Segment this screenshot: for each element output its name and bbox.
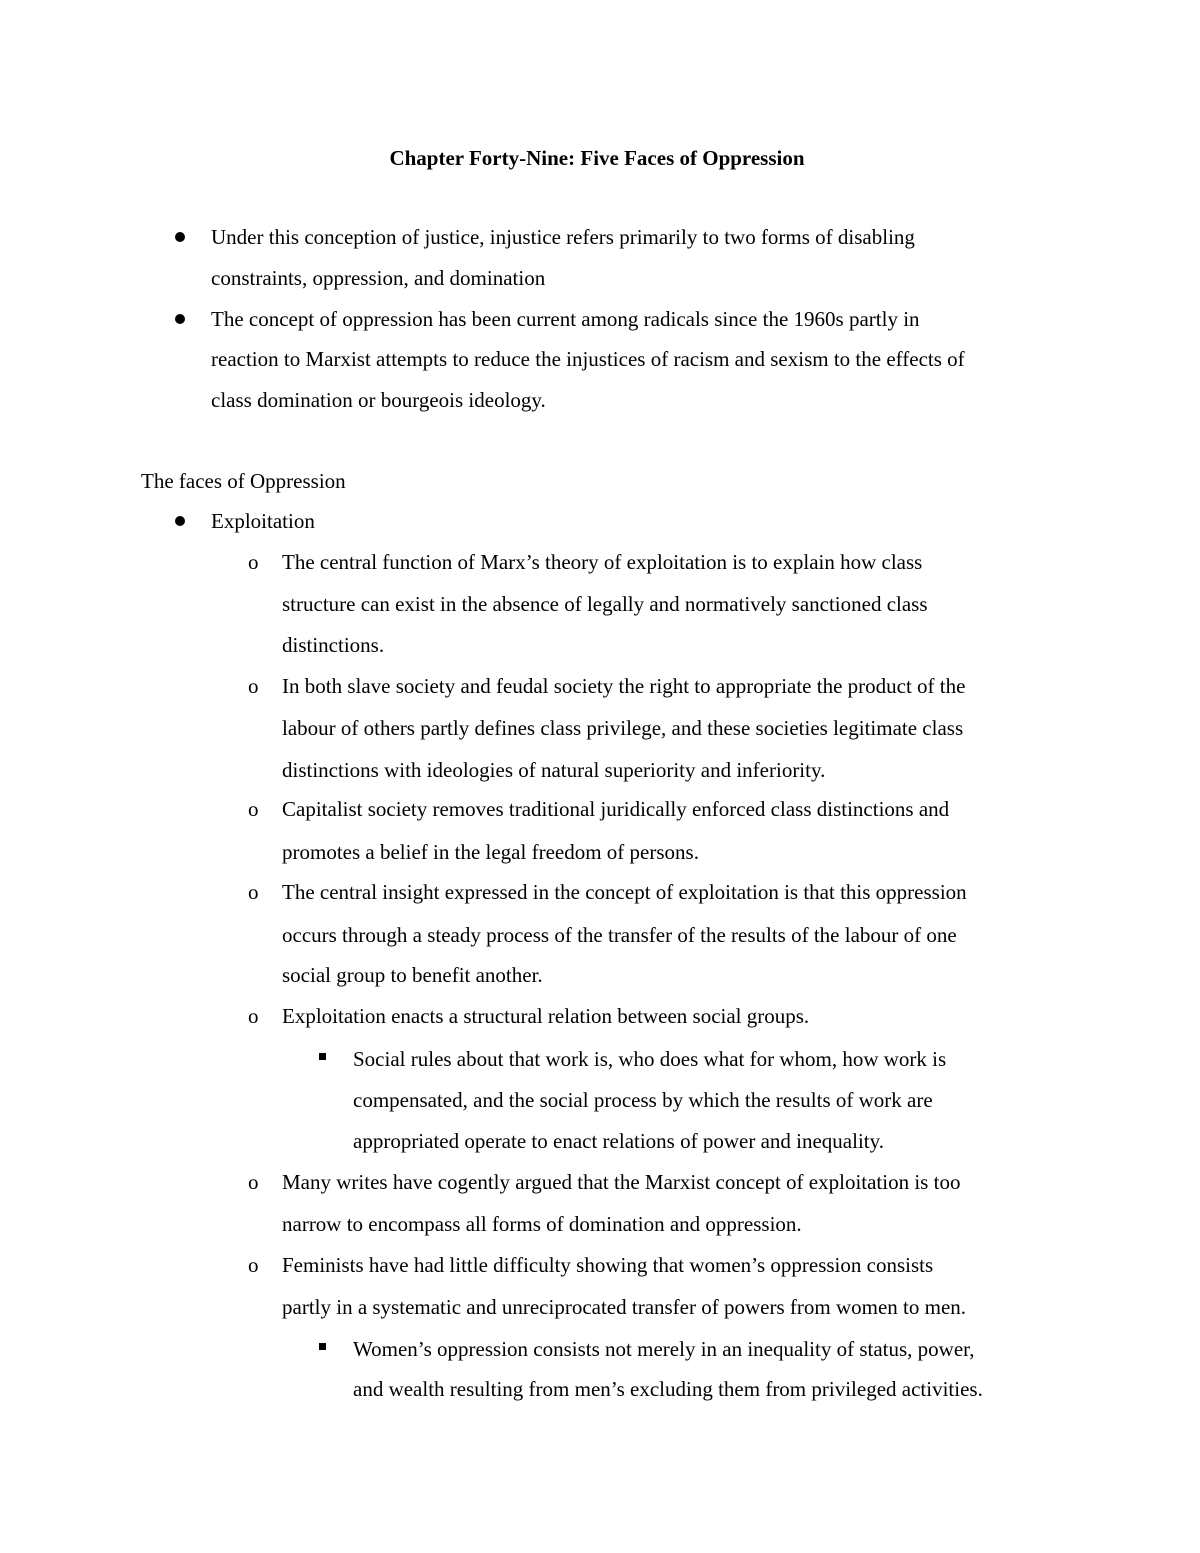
point-6-line-1: Many writes have cogently argued that the Marxist concept of exploitation is too bbox=[282, 1170, 961, 1194]
intro-bullet-1-line-1: Under this conception of justice, injustice refers primarily to two forms of disabling bbox=[211, 225, 915, 249]
point-2-line-3: distinctions with ideologies of natural superiority and inferiority. bbox=[282, 758, 826, 782]
intro-bullet-2-line-1: The concept of oppression has been current among radicals since the 1960s partly in bbox=[211, 307, 920, 331]
bullet-disc-icon bbox=[175, 516, 185, 526]
point-5-line-1: Exploitation enacts a structural relation between social groups. bbox=[282, 1004, 810, 1028]
point-4-line-1: The central insight expressed in the concept of exploitation is that this oppression bbox=[282, 880, 967, 904]
bullet-circle-icon: o bbox=[248, 1004, 259, 1028]
bullet-circle-icon: o bbox=[248, 797, 259, 821]
point-2-line-1: In both slave society and feudal society the right to appropriate the product of the bbox=[282, 674, 966, 698]
point-4-line-3: social group to benefit another. bbox=[282, 963, 543, 987]
intro-bullet-2-line-2: reaction to Marxist attempts to reduce the injustices of racism and sexism to the effects of bbox=[211, 347, 965, 371]
point-7-line-2: partly in a systematic and unreciprocated transfer of powers from women to men. bbox=[282, 1295, 967, 1319]
bullet-circle-icon: o bbox=[248, 674, 259, 698]
bullet-circle-icon: o bbox=[248, 1170, 259, 1194]
bullet-circle-icon: o bbox=[248, 880, 259, 904]
document-title: Chapter Forty-Nine: Five Faces of Oppression bbox=[389, 146, 805, 170]
bullet-circle-icon: o bbox=[248, 550, 259, 574]
point-6-line-2: narrow to encompass all forms of domination and oppression. bbox=[282, 1212, 802, 1236]
exploitation-label: Exploitation bbox=[211, 509, 315, 533]
point-5-sub-line-1: Social rules about that work is, who does what for whom, how work is bbox=[353, 1047, 947, 1071]
point-1-line-3: distinctions. bbox=[282, 633, 385, 657]
bullet-disc-icon bbox=[175, 232, 185, 242]
intro-bullet-1-line-2: constraints, oppression, and domination bbox=[211, 266, 546, 290]
point-3-line-2: promotes a belief in the legal freedom of persons. bbox=[282, 840, 699, 864]
section-heading: The faces of Oppression bbox=[141, 469, 346, 493]
bullet-square-icon bbox=[319, 1053, 326, 1060]
intro-bullet-2-line-3: class domination or bourgeois ideology. bbox=[211, 388, 546, 412]
point-5-sub-line-3: appropriated operate to enact relations of power and inequality. bbox=[353, 1129, 885, 1153]
point-7-line-1: Feminists have had little difficulty showing that women’s oppression consists bbox=[282, 1253, 934, 1277]
point-1-line-1: The central function of Marx’s theory of exploitation is to explain how class bbox=[282, 550, 923, 574]
point-4-line-2: occurs through a steady process of the transfer of the results of the labour of one bbox=[282, 923, 957, 947]
bullet-disc-icon bbox=[175, 314, 185, 324]
point-1-line-2: structure can exist in the absence of legally and normatively sanctioned class bbox=[282, 592, 928, 616]
point-2-line-2: labour of others partly defines class privilege, and these societies legitimate class bbox=[282, 716, 964, 740]
point-5-sub-line-2: compensated, and the social process by which the results of work are bbox=[353, 1088, 933, 1112]
point-7-sub-line-2: and wealth resulting from men’s excluding them from privileged activities. bbox=[353, 1377, 983, 1401]
bullet-circle-icon: o bbox=[248, 1253, 259, 1277]
point-7-sub-line-1: Women’s oppression consists not merely in an inequality of status, power, bbox=[353, 1337, 975, 1361]
bullet-square-icon bbox=[319, 1343, 326, 1350]
point-3-line-1: Capitalist society removes traditional juridically enforced class distinctions and bbox=[282, 797, 950, 821]
